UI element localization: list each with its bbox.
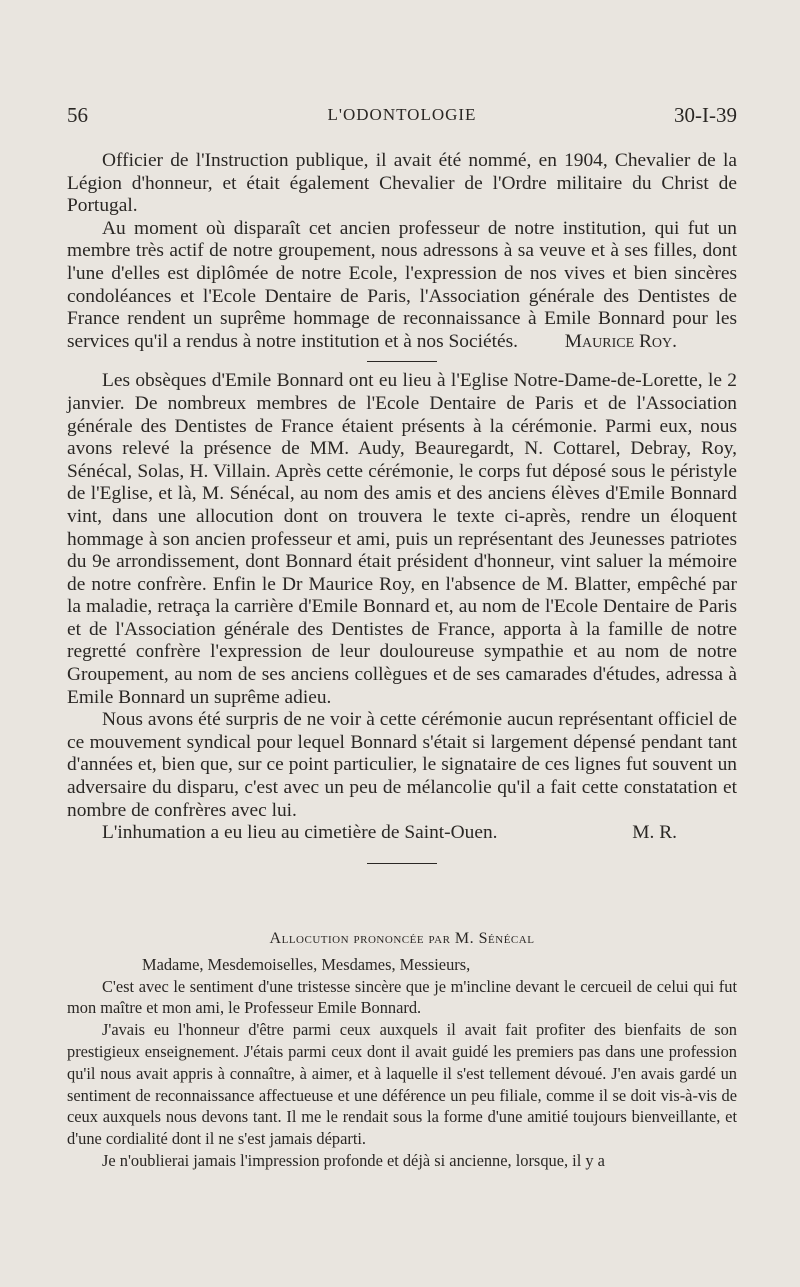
section-caption: Allocution prononcée par M. Sénécal [269,930,535,947]
main-text [67,150,737,872]
separator-rule [367,863,437,864]
salutation: Madame, Mesdemoiselles, Mesdames, Messieurs, [142,954,471,974]
paragraph: J'avais eu l'honneur d'être parmi ceux auxquels il avait fait profiter des bienfaits de son prestigieux enseignement. J'étais parmi ceux dont il avait guidé les premiers pas dans une profession qu'il nous avait appris à connaître, à aimer, et à laquelle il s'est tellement dévoué. J'en avais gardé un sentiment de reconnaissance affectueuse et une déférence un peu filiale, comme il se doit vis-à-vis de ceux auxquels nous devons tant. Il me le rendait sous la forme d'une amitié toujours bienveillante, et d'une cordialité dont il ne s'est jamais départi. [67,1020,737,1149]
paragraph: Au moment où disparaît cet ancien professeur de notre institution, qui fut un membre très actif de notre groupement, nous adressons à sa veuve et à ses filles, dont l'une d'elles est diplômée de notre Ecole, l'expression de nos vives et bien sincères condoléances et l'Ecole Dentaire de Paris, l'Association générale des Dentistes de France rendent un suprême hommage de reconnaissance à Emile Bonnard pour les services qu'il a rendus à notre institution et à nos Sociétés. Maurice Roy. [67,217,737,352]
page-number: 56 [67,103,88,127]
paragraph: Les obsèques d'Emile Bonnard ont eu lieu à l'Eglise Notre-Dame-de-Lorette, le 2 janvier. De nombreux membres de l'Ecole Dentaire de Paris et de l'Association générale des Dentistes de France étaient présents à la cérémonie. Parmi eux, nous avons relevé la présence de MM. Audy, Beauregardt, N. Cottarel, Debray, Roy, Sénécal, Solas, H. Villain. Après cette cérémonie, le corps fut déposé sous le péristyle de l'Eglise, et là, M. Sénécal, au nom des amis et des anciens élèves d'Emile Bonnard vint, dans une allocution dont on trouvera le texte ci-après, rendre un éloquent hommage à son ancien professeur et ami, puis un représentant des Jeunesses patriotes du 9e arrondissement, dont Bonnard était président d'honneur, vint saluer la mémoire de notre confrère. Enfin le Dr Maurice Roy, en l'absence de M. Blatter, empêché par la maladie, retraça la carrière d'Emile Bonnard et, au nom de l'Ecole Dentaire de Paris et de l'Association générale des Dentistes de France, apporta à la famille de notre regretté confrère l'expression de leur douloureuse sympathie et au nom de notre Groupement, au nom de ses anciens collègues et de ses camarades d'études, adressa à Emile Bonnard un suprême adieu. [67,370,737,708]
separator-rule [367,361,437,362]
issue-date: 30-I-39 [674,103,737,127]
signature: M. R. [632,822,677,844]
allocution-text [67,928,737,1172]
paragraph: Officier de l'Instruction publique, il avait été nommé, en 1904, Chevalier de la Légion d'honneur, et était également Chevalier de l'Ordre militaire du Christ de Portugal. [67,150,737,217]
paragraph: C'est avec le sentiment d'une tristesse sincère que je m'incline devant le cercueil de celui qui fut mon maître et mon ami, le Professeur Emile Bonnard. [67,976,737,1018]
journal-title: L'ODONTOLOGIE [327,105,477,124]
signature: Maurice Roy. [564,330,677,352]
paragraph: Nous avons été surpris de ne voir à cette cérémonie aucun représentant officiel de ce mouvement syndical pour lequel Bonnard s'était si largement dépensé pendant tant d'années et, bien que, sur ce point particulier, le signataire de ces lignes fut souvent un adversaire du disparu, c'est avec un peu de mélancolie qu'il a fait cette constatation et nombre de confrères avec lui. [67,709,737,821]
paragraph: L'inhumation a eu lieu au cimetière de Saint-Ouen. M. R. [102,822,677,844]
paragraph: Je n'oublierai jamais l'impression profonde et déjà si ancienne, lorsque, il y a [102,1150,605,1170]
running-header [67,103,737,131]
